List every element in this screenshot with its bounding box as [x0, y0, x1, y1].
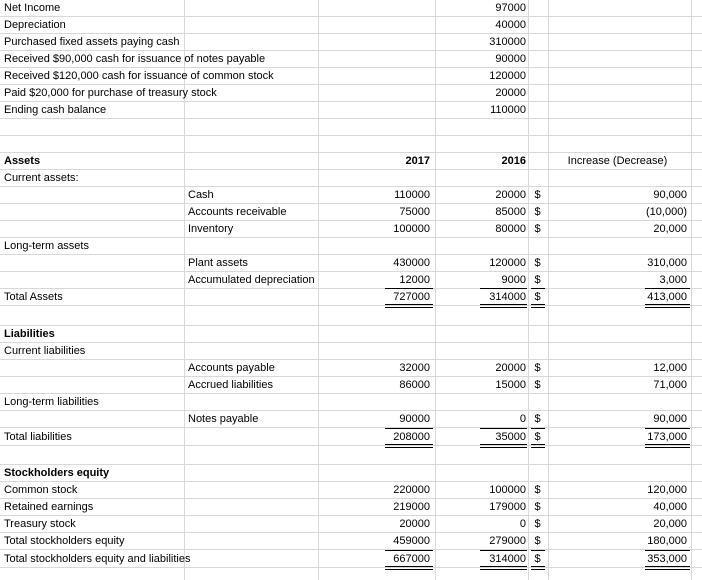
value-2017: 459000	[393, 535, 430, 547]
summary-row[interactable]	[0, 34, 702, 51]
value-2017: 75000	[399, 206, 430, 218]
change-value: 413,000	[647, 291, 687, 303]
currency-sign: $	[534, 362, 541, 374]
change-value: 3,000	[659, 274, 687, 286]
total-double-underline	[645, 566, 690, 570]
change-value: 180,000	[647, 535, 687, 547]
table-row[interactable]	[0, 516, 702, 533]
summary-value: 110000	[490, 104, 526, 116]
value-2017: 12000	[399, 274, 430, 286]
value-2016: 0	[519, 413, 526, 425]
section-label-row[interactable]	[0, 238, 702, 255]
currency-sign: $	[534, 189, 541, 201]
currency-sign: $	[534, 553, 541, 565]
change-value: 20,000	[653, 518, 687, 530]
table-row[interactable]	[0, 187, 702, 204]
summary-value: 40000	[495, 19, 526, 31]
summary-label: Received $90,000 cash for issuance of notes payable	[4, 53, 266, 65]
table-row[interactable]	[0, 272, 702, 289]
change-value: (10,000)	[646, 206, 687, 218]
longterm-assets-label: Long-term assets	[4, 240, 89, 252]
change-value: 120,000	[647, 484, 687, 496]
value-2017: 727000	[393, 291, 430, 303]
account-name: Plant assets	[188, 257, 248, 269]
section-label-row[interactable]	[0, 394, 702, 411]
value-2017: 220000	[393, 484, 430, 496]
change-header: Increase (Decrease)	[567, 155, 668, 167]
total-row[interactable]	[0, 429, 702, 446]
summary-label: Ending cash balance	[4, 104, 107, 116]
value-2016: 9000	[501, 274, 526, 286]
summary-row[interactable]	[0, 102, 702, 119]
currency-sign: $	[534, 274, 541, 286]
currency-sign: $	[534, 431, 541, 443]
value-2016: 20000	[495, 189, 526, 201]
account-name: Cash	[188, 189, 214, 201]
change-value: 71,000	[653, 379, 687, 391]
table-row[interactable]	[0, 499, 702, 516]
value-2017: 219000	[393, 501, 430, 513]
liabilities-heading: Liabilities	[4, 328, 55, 340]
account-name: Common stock	[4, 484, 78, 496]
summary-row[interactable]	[0, 68, 702, 85]
table-row[interactable]	[0, 411, 702, 428]
account-name: Total stockholders equity	[4, 535, 125, 547]
account-name: Inventory	[188, 223, 234, 235]
empty-row[interactable]	[0, 136, 702, 153]
table-row[interactable]	[0, 377, 702, 394]
value-2016: 100000	[489, 484, 526, 496]
value-2016: 0	[519, 518, 526, 530]
table-row[interactable]	[0, 482, 702, 499]
account-name: Retained earnings	[4, 501, 94, 513]
section-label-row[interactable]	[0, 170, 702, 187]
currency-sign: $	[534, 501, 541, 513]
summary-label: Received $120,000 cash for issuance of common stock	[4, 70, 274, 82]
currency-sign: $	[534, 413, 541, 425]
value-2017: 430000	[393, 257, 430, 269]
change-value: 173,000	[647, 431, 687, 443]
account-name: Accrued liabilities	[188, 379, 273, 391]
current-liabilities-label: Current liabilities	[4, 345, 86, 357]
currency-sign: $	[534, 291, 541, 303]
value-2016: 85000	[495, 206, 526, 218]
summary-row[interactable]	[0, 17, 702, 34]
value-2016: 120000	[489, 257, 526, 269]
empty-row[interactable]	[0, 306, 702, 326]
empty-row[interactable]	[0, 446, 702, 465]
section-label-row[interactable]	[0, 343, 702, 360]
currency-sign: $	[534, 257, 541, 269]
currency-sign: $	[534, 484, 541, 496]
value-2016: 15000	[495, 379, 526, 391]
currency-sign: $	[534, 518, 541, 530]
summary-label: Net Income	[4, 2, 61, 14]
value-2016: 314000	[489, 553, 526, 565]
summary-row[interactable]	[0, 85, 702, 102]
header-row[interactable]	[0, 326, 702, 343]
table-row[interactable]	[0, 255, 702, 272]
total-assets-label: Total Assets	[4, 291, 63, 303]
currency-sign: $	[534, 223, 541, 235]
value-2017: 100000	[393, 223, 430, 235]
summary-value: 310000	[489, 36, 526, 48]
change-value: 20,000	[653, 223, 687, 235]
change-value: 40,000	[653, 501, 687, 513]
value-2017: 90000	[399, 413, 430, 425]
summary-label: Depreciation	[4, 19, 66, 31]
summary-value: 90000	[495, 53, 526, 65]
summary-value: 120000	[489, 70, 526, 82]
summary-value: 97000	[495, 2, 526, 14]
account-name: Notes payable	[188, 413, 259, 425]
change-value: 12,000	[653, 362, 687, 374]
value-2017: 110000	[394, 189, 430, 201]
total-double-underline	[531, 566, 545, 570]
current-assets-label: Current assets:	[4, 172, 79, 184]
value-2016: 35000	[495, 431, 526, 443]
account-name: Accumulated depreciation	[188, 274, 315, 286]
account-name: Accounts payable	[188, 362, 275, 374]
header-row[interactable]	[0, 465, 702, 482]
summary-label: Paid $20,000 for purchase of treasury stock	[4, 87, 217, 99]
summary-label: Purchased fixed assets paying cash	[4, 36, 180, 48]
total-row[interactable]	[0, 289, 702, 306]
total-double-underline	[480, 566, 527, 570]
change-value: 353,000	[647, 553, 687, 565]
table-row[interactable]	[0, 360, 702, 377]
value-2016: 314000	[489, 291, 526, 303]
value-2017: 86000	[399, 379, 430, 391]
longterm-liabilities-label: Long-term liabilities	[4, 396, 99, 408]
currency-sign: $	[534, 379, 541, 391]
account-name: Total stockholders equity and liabilities	[4, 553, 191, 565]
value-2017: 20000	[399, 518, 430, 530]
total-double-underline	[385, 566, 433, 570]
change-value: 90,000	[653, 189, 687, 201]
assets-heading: Assets	[4, 155, 41, 167]
empty-row[interactable]	[0, 119, 702, 136]
value-2016: 279000	[489, 535, 526, 547]
value-2017: 32000	[399, 362, 430, 374]
account-name: Treasury stock	[4, 518, 76, 530]
change-value: 90,000	[653, 413, 687, 425]
year-2017-header: 2017	[405, 155, 430, 167]
table-row[interactable]	[0, 221, 702, 238]
value-2016: 20000	[495, 362, 526, 374]
summary-row[interactable]	[0, 51, 702, 68]
table-row[interactable]	[0, 533, 702, 550]
currency-sign: $	[534, 535, 541, 547]
summary-row[interactable]	[0, 0, 702, 17]
total-row[interactable]	[0, 551, 702, 568]
table-row[interactable]	[0, 204, 702, 221]
currency-sign: $	[534, 206, 541, 218]
summary-value: 20000	[495, 87, 526, 99]
header-row[interactable]	[0, 153, 702, 170]
total-liabilities-label: Total liabilities	[4, 431, 72, 443]
value-2017: 208000	[393, 431, 430, 443]
account-name: Accounts receivable	[188, 206, 287, 218]
value-2016: 179000	[489, 501, 526, 513]
value-2017: 667000	[393, 553, 430, 565]
change-value: 310,000	[647, 257, 687, 269]
equity-heading: Stockholders equity	[4, 467, 110, 479]
year-2016-header: 2016	[501, 155, 526, 167]
value-2016: 80000	[495, 223, 526, 235]
